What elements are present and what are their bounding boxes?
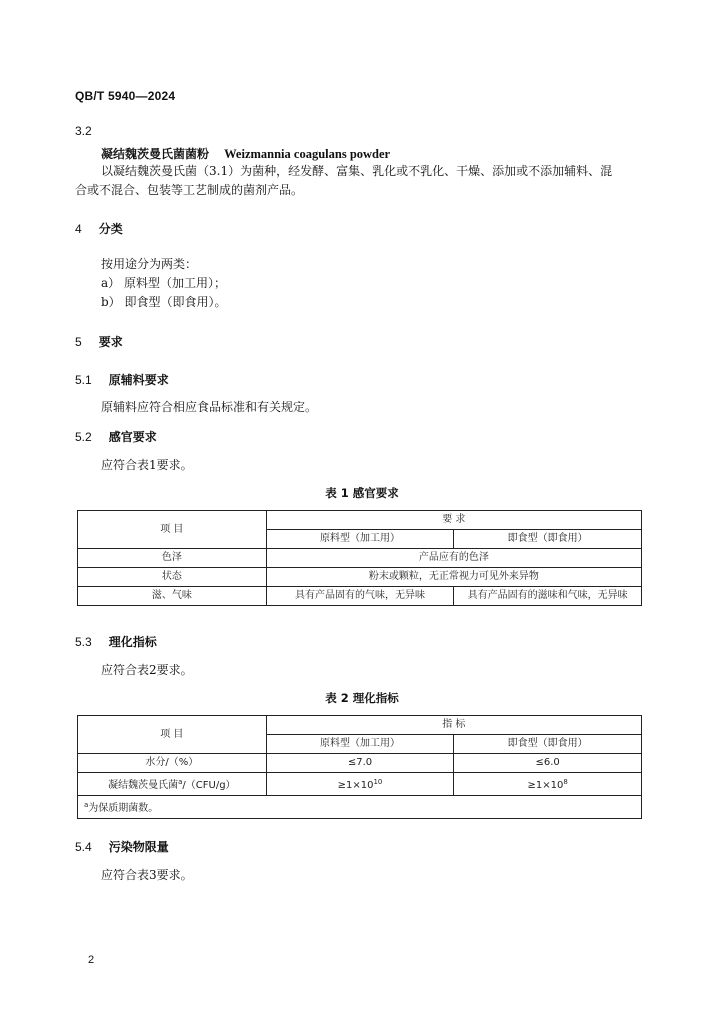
table-2-header-item: 项 目	[78, 716, 267, 754]
section-5-1-number: 5.1	[75, 373, 92, 387]
section-3-2-number: 3.2	[75, 124, 92, 138]
table-1-r3-ready: 具有产品固有的滋味和气味，无异味	[454, 587, 642, 606]
table-2-note-text: 为保质期菌数。	[88, 803, 159, 814]
table-2-r2-ready-base: ≥1×10	[527, 780, 564, 791]
table-2-r1-raw: ≤7.0	[266, 754, 454, 773]
table-1-r2-val: 粉末或颗粒，无正常视力可见外来异物	[266, 568, 641, 587]
table-row	[78, 587, 642, 606]
table-2-r2-ready-exp: 8	[563, 778, 568, 786]
section-5-title: 要求	[98, 335, 123, 349]
table-2-r2-name-sup: a	[178, 778, 183, 786]
table-1-r1-name: 色泽	[78, 549, 267, 568]
table-2-header-raw: 原料型（加工用）	[266, 735, 454, 754]
table-1-r1-val: 产品应有的色泽	[266, 549, 641, 568]
section-5-4-title: 污染物限量	[108, 840, 169, 854]
table-1-header-raw: 原料型（加工用）	[266, 530, 454, 549]
table-1	[77, 510, 642, 606]
section-5-2-title: 感官要求	[108, 430, 157, 444]
table-2-r2-name-pre: 凝结魏茨曼氏菌	[108, 780, 179, 791]
standard-code: QB/T 5940—2024	[75, 89, 176, 103]
page-number: 2	[88, 954, 95, 966]
section-5-3-heading	[75, 631, 157, 650]
table-2-caption: 表 2 理化指标	[325, 691, 399, 705]
section-5-2-text: 应符合表1要求。	[101, 458, 193, 472]
table-2-r1-name: 水分/（%）	[78, 754, 267, 773]
table-1-r2-name: 状态	[78, 568, 267, 587]
table-1-header-ready: 即食型（即食用）	[454, 530, 642, 549]
table-1-header-item: 项 目	[78, 511, 267, 549]
section-5-1-title: 原辅料要求	[108, 373, 169, 387]
section-5-2-heading	[75, 426, 157, 445]
section-5-number: 5	[75, 335, 82, 349]
table-2-r2-raw	[266, 773, 454, 796]
table-2-r1-ready: ≤6.0	[454, 754, 642, 773]
section-4-number: 4	[75, 222, 82, 236]
table-2-r2-raw-base: ≥1×10	[337, 780, 374, 791]
table-row	[78, 754, 642, 773]
classification-intro: 按用途分为两类：	[101, 257, 198, 271]
table-row	[78, 549, 642, 568]
table-2-note-row	[78, 796, 642, 819]
definition-line-2: 合或不混合、包装等工艺制成的菌剂产品。	[75, 183, 304, 197]
section-5-3-text: 应符合表2要求。	[101, 663, 193, 677]
section-5-1-heading	[75, 369, 169, 388]
section-5-heading	[75, 331, 123, 350]
table-2-note	[78, 796, 642, 819]
section-5-3-number: 5.3	[75, 635, 92, 649]
table-2-note-sup: a	[84, 801, 89, 809]
table-2-r2-ready	[454, 773, 642, 796]
table-1-r3-name: 滋、气味	[78, 587, 267, 606]
table-2-header-ready: 即食型（即食用）	[454, 735, 642, 754]
section-5-4-heading	[75, 836, 169, 855]
table-1-r3-raw: 具有产品固有的气味，无异味	[266, 587, 454, 606]
definition-line-1: 以凝结魏茨曼氏菌（3.1）为菌种，经发酵、富集、乳化或不乳化、干燥、添加或不添加辅料、混	[101, 164, 613, 178]
table-row	[78, 773, 642, 796]
table-1-caption: 表 1 感官要求	[325, 486, 399, 500]
table-2-r2-name	[78, 773, 267, 796]
section-5-3-title: 理化指标	[108, 635, 157, 649]
table-1-header-req: 要 求	[266, 511, 641, 530]
table-row	[78, 568, 642, 587]
section-5-4-number: 5.4	[75, 840, 92, 854]
section-4-title: 分类	[98, 222, 123, 236]
classification-item-a: a） 原料型（加工用）；	[101, 276, 226, 290]
table-2-r2-name-post: /（CFU/g）	[182, 780, 236, 791]
term-heading	[101, 143, 390, 162]
section-5-4-text: 应符合表3要求。	[101, 868, 193, 882]
section-5-1-text: 原辅料应符合相应食品标准和有关规定。	[101, 400, 318, 414]
term-en: Weizmannia coagulans powder	[224, 147, 391, 161]
classification-item-b: b） 即食型（即食用）。	[101, 295, 227, 309]
table-2	[77, 715, 642, 819]
table-2-header-ind: 指 标	[266, 716, 641, 735]
section-5-2-number: 5.2	[75, 430, 92, 444]
table-2-r2-raw-exp: 10	[373, 778, 383, 786]
term-cn: 凝结魏茨曼氏菌菌粉	[101, 147, 210, 161]
section-4-heading	[75, 218, 123, 237]
